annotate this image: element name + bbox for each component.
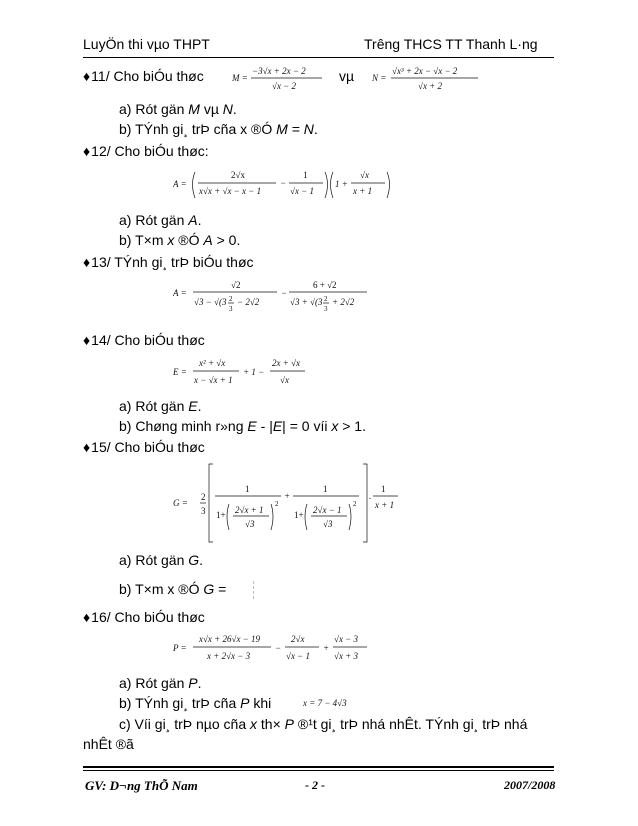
header-divider xyxy=(83,57,554,58)
svg-text:x√x + √x − x − 1: x√x + √x − x − 1 xyxy=(199,186,262,196)
formula-M-lhs: M = xyxy=(232,73,248,83)
svg-text:√2: √2 xyxy=(231,280,241,290)
svg-text:2: 2 xyxy=(324,295,328,303)
problem-15-part-b: b) T×m x ®Ó G = xyxy=(119,581,227,597)
svg-text:√3 + √(3: √3 + √(3 xyxy=(290,297,323,307)
formula-A13-lhs: A = xyxy=(173,288,187,298)
missing-value-placeholder xyxy=(253,581,254,599)
problem-16-part-c-continued: nhÊt ®ã xyxy=(83,736,134,752)
svg-text:2√x + 1: 2√x + 1 xyxy=(235,505,264,515)
svg-text:x + 1: x + 1 xyxy=(375,500,395,510)
problem-16-intro: ♦16/ Cho biÓu thøc xyxy=(83,609,205,625)
formula-P-condition-text: x = 7 − 4√3 xyxy=(303,698,347,708)
svg-text:2: 2 xyxy=(229,295,233,303)
svg-text:2: 2 xyxy=(201,492,206,502)
problem-16-part-a: a) Rót gän P. xyxy=(119,675,202,691)
svg-text:− 2√2: − 2√2 xyxy=(237,297,260,307)
problem-16-part-c: c) Víi gi¸ trÞ nµo cña x th× P ®¹t gi¸ trÞ nhá nhÊt. TÝnh gi¸ trÞ nhá xyxy=(119,716,528,732)
problem-12-part-b: b) T×m x ®Ó A > 0. xyxy=(119,232,241,248)
svg-text:.: . xyxy=(369,491,372,501)
svg-text:−: − xyxy=(280,178,287,188)
svg-text:2: 2 xyxy=(353,500,357,508)
formula-M-numerator: −3√x + 2x − 2 xyxy=(252,66,306,76)
formula-M xyxy=(232,62,328,98)
svg-text:+ 1 −: + 1 − xyxy=(243,367,265,377)
footer-divider-thin xyxy=(83,770,554,771)
bullet-icon: ♦ xyxy=(83,609,91,625)
problem-11-intro xyxy=(83,68,204,84)
svg-text:√3: √3 xyxy=(245,519,255,529)
bullet-icon: ♦ xyxy=(83,254,91,270)
problem-14-part-b: b) Chøng minh r»ng E - |E| = 0 víi x > 1. xyxy=(119,418,366,434)
problem-11-part-a: a) Rót gän M vµ N. xyxy=(119,101,237,117)
svg-text:+ 2√2: + 2√2 xyxy=(332,297,355,307)
formula-N-lhs: N = xyxy=(372,73,387,83)
problem-15-intro: ♦15/ Cho biÓu thøc xyxy=(83,439,205,455)
svg-text:√x − 1: √x − 1 xyxy=(290,186,315,196)
problem-13-intro: ♦13/ TÝnh gi¸ trÞ biÓu thøc xyxy=(83,254,254,270)
svg-text:1+: 1+ xyxy=(216,510,226,520)
svg-text:1: 1 xyxy=(303,170,308,180)
svg-text:+: + xyxy=(323,643,330,653)
svg-text:2: 2 xyxy=(275,500,279,508)
svg-text:2√x: 2√x xyxy=(291,634,305,644)
formula-P-condition xyxy=(303,698,347,708)
svg-text:√x − 3: √x − 3 xyxy=(334,634,359,644)
svg-text:√x: √x xyxy=(360,170,369,180)
svg-text:√3 − √(3: √3 − √(3 xyxy=(194,297,227,307)
formula-P-lhs: P = xyxy=(173,643,187,653)
formula-M-denominator: √x − 2 xyxy=(272,81,297,91)
svg-text:x² + √x: x² + √x xyxy=(199,358,226,368)
svg-text:−: − xyxy=(275,643,282,653)
problem-15-part-a: a) Rót gän G. xyxy=(119,552,204,568)
problem-12-part-a: a) Rót gän A. xyxy=(119,212,202,228)
svg-text:1: 1 xyxy=(245,484,250,494)
svg-text:3: 3 xyxy=(324,305,328,313)
bullet-icon: ♦ xyxy=(83,439,91,455)
footer-page-number: - 2 - xyxy=(305,778,325,792)
formula-P xyxy=(173,632,373,668)
formula-A12-lhs: A = xyxy=(173,179,187,189)
problem-11-part-b: b) TÝnh gi¸ trÞ cña x ®Ó M = N. xyxy=(119,121,318,137)
formula-A13 xyxy=(173,277,373,327)
svg-text:1 +: 1 + xyxy=(335,179,348,189)
bullet-icon: ♦ xyxy=(83,332,91,348)
svg-text:x + 1: x + 1 xyxy=(353,186,373,196)
svg-text:√x − 1: √x − 1 xyxy=(286,651,311,661)
svg-text:x − √x + 1: x − √x + 1 xyxy=(194,375,233,385)
svg-text:+: + xyxy=(284,491,291,501)
svg-text:2√x: 2√x xyxy=(231,170,245,180)
svg-text:x + 2√x − 3: x + 2√x − 3 xyxy=(207,651,251,661)
footer-author: GV: D¬ng ThÕ Nam xyxy=(85,778,198,793)
problem-14-part-a: a) Rót gän E. xyxy=(119,398,202,414)
svg-text:1: 1 xyxy=(381,484,386,494)
footer-year: 2007/2008 xyxy=(504,778,556,792)
svg-text:2√x − 1: 2√x − 1 xyxy=(313,505,342,515)
problem-12-intro: ♦12/ Cho biÓu thøc: xyxy=(83,143,209,159)
footer-divider-thick xyxy=(83,766,554,768)
formula-G-lhs: G = xyxy=(173,498,188,508)
svg-text:√x: √x xyxy=(280,375,289,385)
formula-N xyxy=(372,62,484,98)
svg-text:1+: 1+ xyxy=(294,510,304,520)
formula-E-lhs: E = xyxy=(173,367,187,377)
problem-14-intro: ♦14/ Cho biÓu thøc xyxy=(83,332,205,348)
svg-text:√3: √3 xyxy=(323,519,333,529)
svg-text:1: 1 xyxy=(323,484,328,494)
formula-N-numerator: √x³ + 2x − √x − 2 xyxy=(392,66,458,76)
bullet-icon: ♦ xyxy=(83,68,91,84)
problem-16-part-b: b) TÝnh gi¸ trÞ cña P khi xyxy=(119,695,272,711)
formula-A12 xyxy=(173,166,403,206)
svg-text:−: − xyxy=(281,288,288,298)
header-right-school: Trêng THCS TT Thanh L·ng xyxy=(364,36,538,52)
svg-text:6 + √2: 6 + √2 xyxy=(313,280,337,290)
formula-E xyxy=(173,356,313,392)
conjunction-and: vµ xyxy=(339,68,355,84)
formula-G xyxy=(173,462,403,554)
formula-N-denominator: √x + 2 xyxy=(418,81,443,91)
svg-text:x√x + 26√x − 19: x√x + 26√x − 19 xyxy=(199,634,261,644)
problem-11-label: 11/ Cho biÓu thøc xyxy=(91,68,204,84)
header-left-title: LuyÖn thi vµo THPT xyxy=(83,36,210,52)
svg-text:3: 3 xyxy=(201,506,206,516)
bullet-icon: ♦ xyxy=(83,143,91,159)
svg-text:2x + √x: 2x + √x xyxy=(272,358,301,368)
svg-text:3: 3 xyxy=(229,305,233,313)
svg-text:√x + 3: √x + 3 xyxy=(334,651,359,661)
